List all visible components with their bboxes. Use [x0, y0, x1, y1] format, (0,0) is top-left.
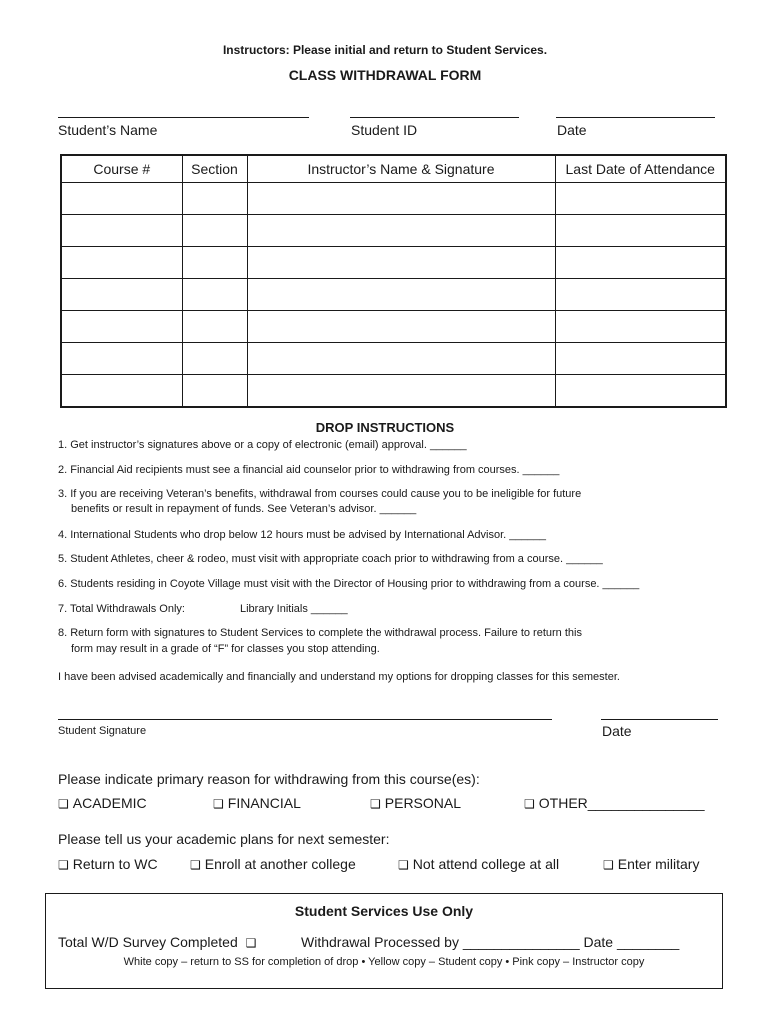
reason-question: Please indicate primary reason for withdrawing from this course(es): — [58, 771, 480, 787]
reason-academic-label: ACADEMIC — [72, 795, 147, 811]
instructor-signature-cell[interactable] — [247, 375, 555, 408]
signature-date-label: Date — [602, 723, 632, 739]
instruction-3: 3. If you are receiving Veteran’s benefits, withdrawal from courses could cause you to be ineligible for future — [58, 488, 582, 500]
course-cell[interactable] — [61, 183, 182, 215]
last-date-cell[interactable] — [555, 311, 726, 343]
instruction-3-continued: benefits or result in repayment of funds. See Veteran’s advisor. ______ — [71, 503, 417, 515]
checkbox-icon[interactable]: ❑ — [58, 858, 69, 872]
table-row — [61, 375, 726, 408]
student-signature-line[interactable] — [58, 719, 552, 720]
last-date-cell[interactable] — [555, 375, 726, 408]
instruction-6: 6. Students residing in Coyote Village must visit with the Director of Housing prior to withdrawing from a course. ______ — [58, 578, 640, 590]
last-date-cell[interactable] — [555, 247, 726, 279]
instruction-1: 1. Get instructor’s signatures above or a copy of electronic (email) approval. ______ — [58, 439, 467, 451]
reason-financial-label: FINANCIAL — [227, 795, 301, 811]
checkbox-icon[interactable]: ❑ — [603, 858, 614, 872]
column-header-instructor: Instructor’s Name & Signature — [247, 155, 555, 183]
instructor-signature-cell[interactable] — [247, 279, 555, 311]
course-table — [60, 154, 727, 408]
date-label: Date — [557, 122, 587, 138]
plan-enroll-other-label: Enroll at another college — [204, 856, 356, 872]
office-use-box — [45, 893, 723, 989]
column-header-last-date: Last Date of Attendance — [555, 155, 726, 183]
drop-instructions-heading: DROP INSTRUCTIONS — [315, 420, 455, 435]
survey-completed-label: Total W/D Survey Completed — [58, 934, 238, 950]
table-row — [61, 247, 726, 279]
instruction-8-continued: form may result in a grade of “F” for classes you stop attending. — [71, 643, 380, 655]
table-row — [61, 343, 726, 375]
instructor-signature-cell[interactable] — [247, 183, 555, 215]
survey-completed[interactable] — [58, 934, 260, 950]
table-row — [61, 279, 726, 311]
section-cell[interactable] — [182, 311, 247, 343]
course-cell[interactable] — [61, 215, 182, 247]
section-cell[interactable] — [182, 343, 247, 375]
checkbox-icon[interactable]: ❑ — [213, 797, 224, 811]
column-header-course: Course # — [61, 155, 182, 183]
instructor-signature-cell[interactable] — [247, 311, 555, 343]
section-cell[interactable] — [182, 247, 247, 279]
copy-distribution: White copy – return to SS for completion of drop • Yellow copy – Student copy • Pink copy – Instructor copy — [123, 956, 645, 968]
checkbox-icon[interactable]: ❑ — [245, 936, 257, 950]
plan-not-attend-option[interactable] — [398, 856, 559, 872]
reason-personal-option[interactable] — [370, 795, 461, 811]
plan-not-attend-label: Not attend college at all — [412, 856, 560, 872]
last-date-cell[interactable] — [555, 183, 726, 215]
section-cell[interactable] — [182, 215, 247, 247]
student-name-label: Student’s Name — [58, 122, 158, 138]
student-id-line[interactable] — [350, 117, 519, 118]
course-cell[interactable] — [61, 375, 182, 408]
student-id-label: Student ID — [351, 122, 418, 138]
section-cell[interactable] — [182, 279, 247, 311]
acknowledgement-text: I have been advised academically and financially and understand my options for dropping classes for this semester. — [58, 671, 620, 683]
last-date-cell[interactable] — [555, 215, 726, 247]
table-row — [61, 215, 726, 247]
form-title: CLASS WITHDRAWAL FORM — [288, 67, 482, 83]
form-instruction: Instructors: Please initial and return to Student Services. — [222, 43, 548, 57]
student-name-line[interactable] — [58, 117, 309, 118]
office-use-heading: Student Services Use Only — [294, 903, 474, 919]
plan-military-option[interactable] — [603, 856, 699, 872]
library-initials: Library Initials ______ — [240, 603, 348, 615]
checkbox-icon[interactable]: ❑ — [370, 797, 381, 811]
plan-enroll-other-option[interactable] — [190, 856, 356, 872]
table-row — [61, 183, 726, 215]
instruction-7: 7. Total Withdrawals Only: — [58, 603, 185, 615]
checkbox-icon[interactable]: ❑ — [190, 858, 201, 872]
plan-return-option[interactable] — [58, 856, 158, 872]
plans-question: Please tell us your academic plans for next semester: — [58, 831, 390, 847]
last-date-cell[interactable] — [555, 343, 726, 375]
section-cell[interactable] — [182, 183, 247, 215]
student-signature-label: Student Signature — [58, 725, 147, 737]
instructor-signature-cell[interactable] — [247, 343, 555, 375]
date-line[interactable] — [556, 117, 715, 118]
instruction-2: 2. Financial Aid recipients must see a financial aid counselor prior to withdrawing from courses. ______ — [58, 464, 560, 476]
reason-financial-option[interactable] — [213, 795, 301, 811]
reason-personal-label: PERSONAL — [384, 795, 462, 811]
plan-return-label: Return to WC — [72, 856, 158, 872]
checkbox-icon[interactable]: ❑ — [398, 858, 409, 872]
instructor-signature-cell[interactable] — [247, 215, 555, 247]
instruction-5: 5. Student Athletes, cheer & rodeo, must visit with appropriate coach prior to withdrawing from a course. ______ — [58, 553, 603, 565]
course-cell[interactable] — [61, 279, 182, 311]
reason-academic-option[interactable] — [58, 795, 147, 811]
instruction-4: 4. International Students who drop below 12 hours must be advised by International Advisor. ______ — [58, 529, 546, 541]
checkbox-icon[interactable]: ❑ — [524, 797, 535, 811]
plan-military-label: Enter military — [617, 856, 700, 872]
checkbox-icon[interactable]: ❑ — [58, 797, 69, 811]
withdrawal-processed: Withdrawal Processed by _______________ Date ________ — [301, 934, 680, 950]
table-row — [61, 311, 726, 343]
instruction-8: 8. Return form with signatures to Student Services to complete the withdrawal process. Failure to return this — [58, 627, 582, 639]
signature-date-line[interactable] — [601, 719, 718, 720]
reason-other-option[interactable] — [524, 795, 705, 811]
course-cell[interactable] — [61, 311, 182, 343]
reason-other-label: OTHER_______________ — [538, 795, 705, 811]
instructor-signature-cell[interactable] — [247, 247, 555, 279]
course-cell[interactable] — [61, 247, 182, 279]
column-header-section: Section — [182, 155, 247, 183]
course-cell[interactable] — [61, 343, 182, 375]
last-date-cell[interactable] — [555, 279, 726, 311]
section-cell[interactable] — [182, 375, 247, 408]
